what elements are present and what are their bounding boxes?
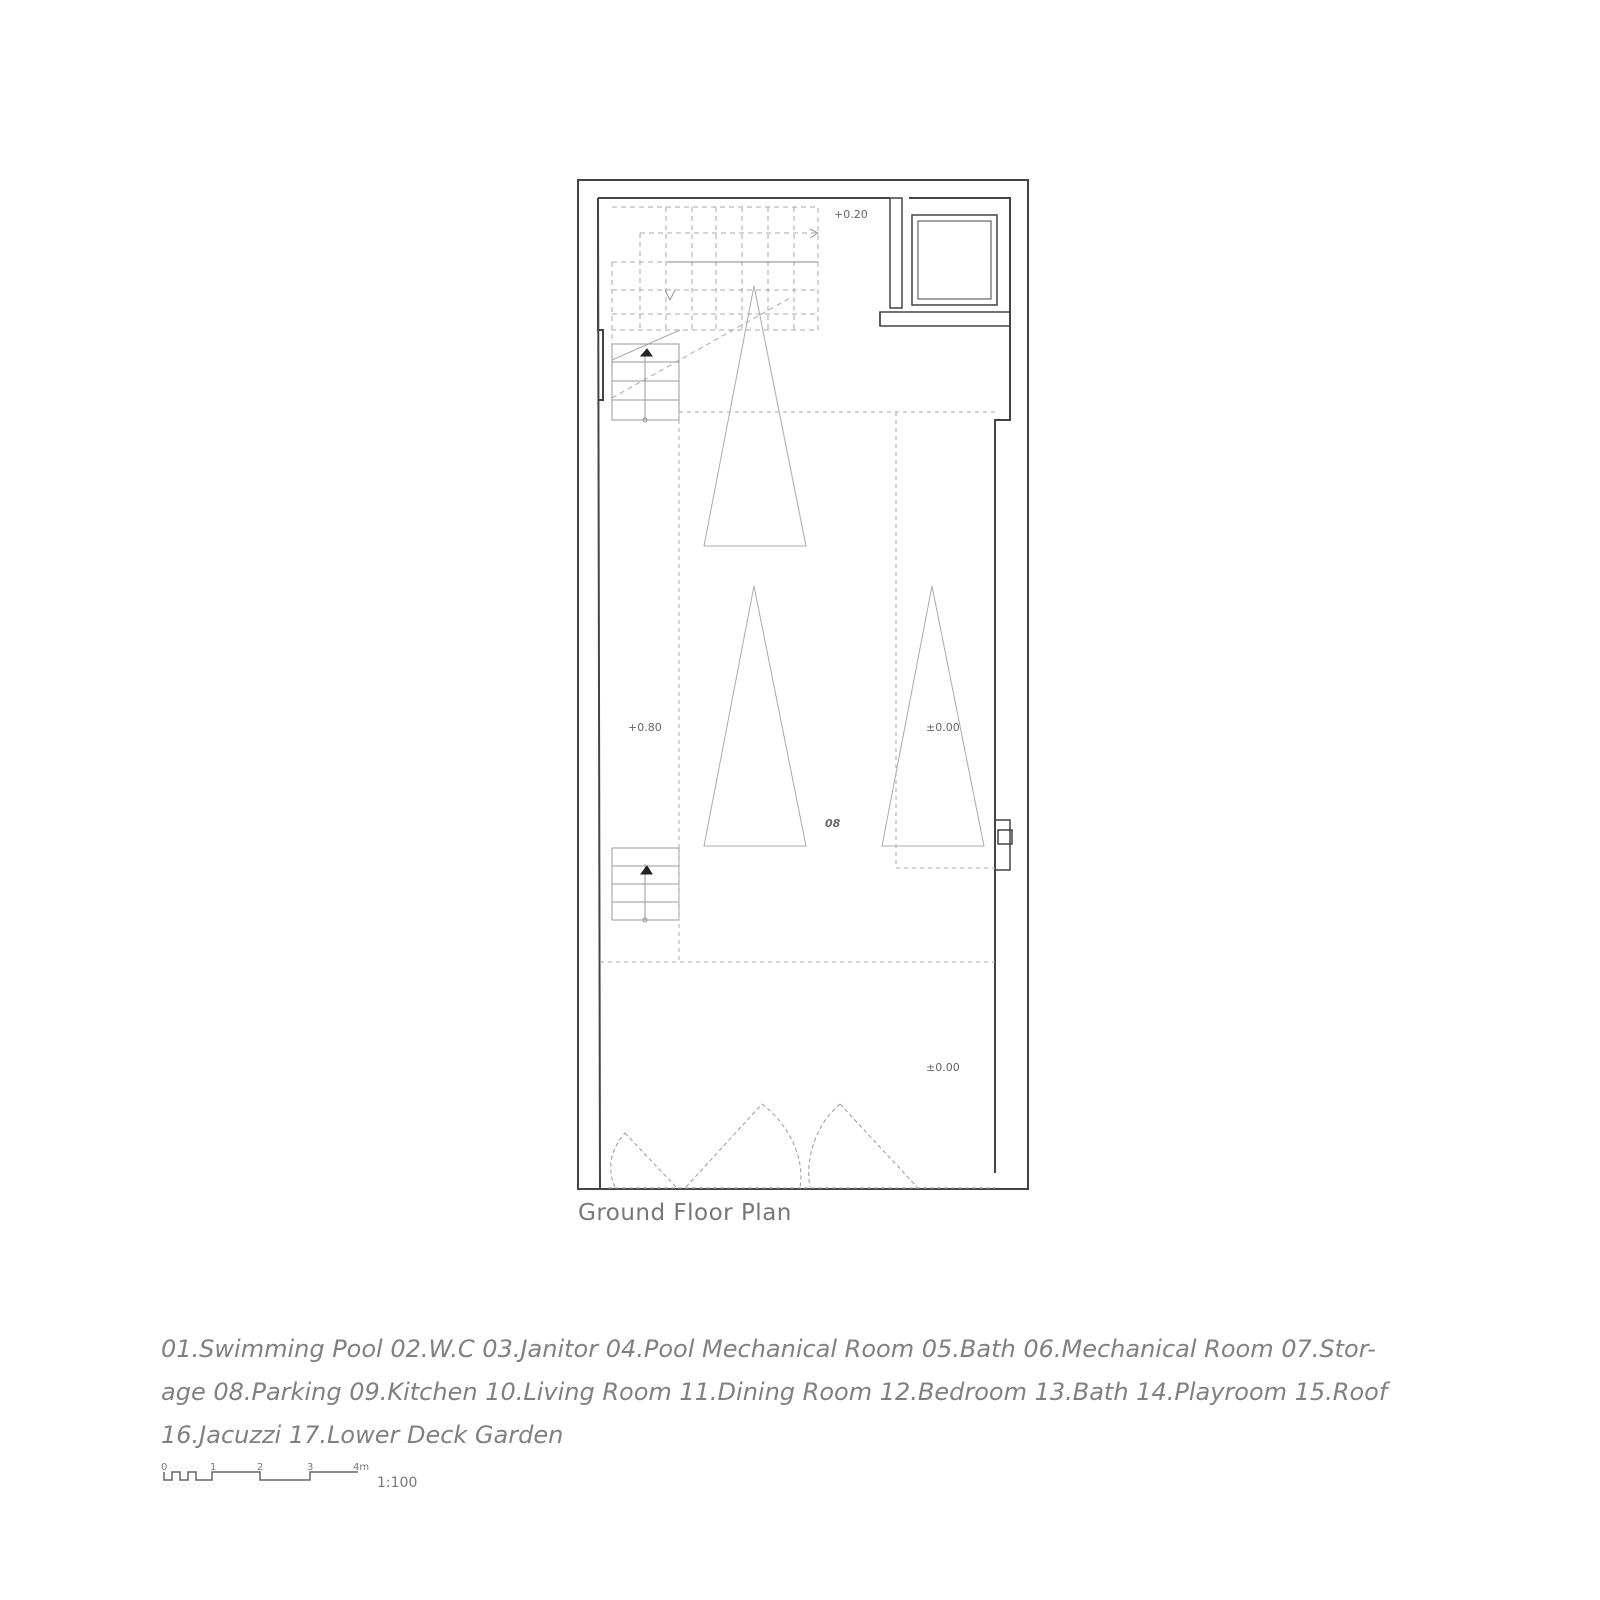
legend-line: 16.Jacuzzi 17.Lower Deck Garden (161, 1421, 564, 1449)
scale-tick-3: 3 (307, 1462, 314, 1473)
elevation-right-area: ±0.00 (926, 721, 960, 734)
elevation-stair-top: +0.20 (834, 208, 868, 221)
room-legend (161, 1328, 1461, 1457)
stair-projection (612, 207, 818, 400)
scale-tick-4: 4m (353, 1462, 370, 1473)
elevator-core (880, 198, 1010, 326)
room-label-parking: 08 (825, 817, 841, 830)
scale-tick-0: 0 (161, 1462, 168, 1473)
scale-ratio: 1:100 (377, 1475, 418, 1491)
legend-line: 01.Swimming Pool 02.W.C 03.Janitor 04.Pool Mechanical Room 05.Bath 06.Mechanical Room 07.Stor- (161, 1335, 1376, 1363)
exterior-walls (578, 180, 1028, 1189)
column-niche (995, 820, 1012, 870)
plan-title: Ground Floor Plan (578, 1200, 792, 1226)
scale-tick-1: 1 (210, 1462, 217, 1473)
parking-zones (600, 412, 995, 962)
scale-bar (161, 1462, 417, 1491)
legend-line: age 08.Parking 09.Kitchen 10.Living Room 11.Dining Room 12.Bedroom 13.Bath 14.Playroom 15.Roof (161, 1378, 1388, 1406)
skylight-triangles (704, 286, 984, 846)
elevation-lower-area: ±0.00 (926, 1061, 960, 1074)
steps-lower (612, 848, 679, 922)
front-doors (608, 1104, 995, 1188)
scale-tick-2: 2 (257, 1462, 264, 1473)
elevation-left-area: +0.80 (628, 721, 662, 734)
